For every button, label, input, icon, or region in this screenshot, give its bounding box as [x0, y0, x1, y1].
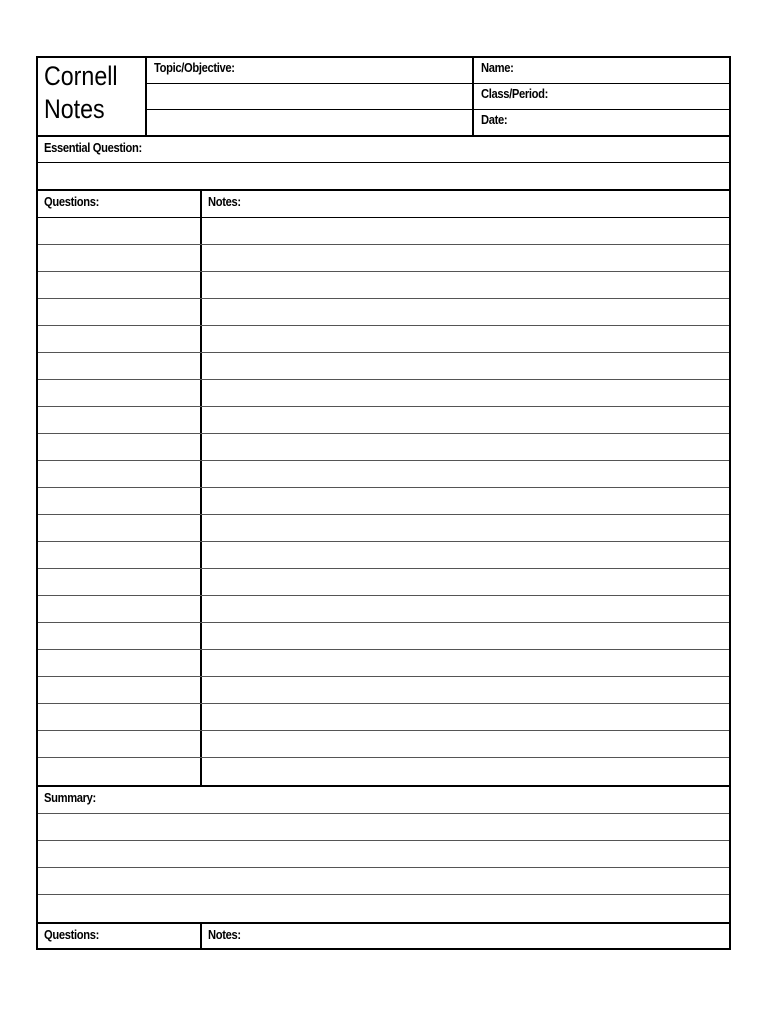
- question-cell[interactable]: [38, 758, 202, 785]
- essential-question-section: [36, 137, 731, 191]
- name-field[interactable]: [474, 58, 729, 84]
- question-cell[interactable]: [38, 650, 202, 676]
- title-cell: [38, 58, 147, 135]
- note-cell[interactable]: [202, 245, 729, 271]
- notes-label: Notes:: [208, 194, 241, 209]
- notes-row: [38, 650, 729, 677]
- summary-label: Summary:: [44, 790, 96, 805]
- note-cell[interactable]: [202, 596, 729, 622]
- questions-label: Questions:: [44, 194, 99, 209]
- notes-label-2: Notes:: [208, 927, 241, 942]
- summary-row[interactable]: [38, 841, 729, 868]
- question-cell[interactable]: [38, 218, 202, 244]
- questions-column-header-2: [38, 924, 202, 948]
- question-cell[interactable]: [38, 380, 202, 406]
- question-cell[interactable]: [38, 488, 202, 514]
- questions-column-header: [38, 191, 202, 217]
- header-section: [36, 56, 731, 137]
- question-cell[interactable]: [38, 434, 202, 460]
- title-line-2: Notes: [44, 94, 105, 124]
- topic-cell[interactable]: [147, 58, 474, 135]
- date-field[interactable]: [474, 110, 729, 135]
- note-cell[interactable]: [202, 299, 729, 325]
- question-cell[interactable]: [38, 623, 202, 649]
- notes-row: [38, 380, 729, 407]
- question-cell[interactable]: [38, 326, 202, 352]
- note-cell[interactable]: [202, 407, 729, 433]
- summary-row[interactable]: [38, 895, 729, 922]
- notes-row: [38, 218, 729, 245]
- cornell-notes-sheet: [36, 56, 731, 950]
- note-cell[interactable]: [202, 704, 729, 730]
- summary-row[interactable]: [38, 868, 729, 895]
- notes-row: [38, 677, 729, 704]
- question-cell[interactable]: [38, 272, 202, 298]
- notes-row: [38, 623, 729, 650]
- notes-row: [38, 299, 729, 326]
- note-cell[interactable]: [202, 326, 729, 352]
- note-cell[interactable]: [202, 488, 729, 514]
- notes-row: [38, 596, 729, 623]
- title-line-1: Cornell: [44, 61, 118, 91]
- notes-grid: [36, 191, 731, 787]
- question-cell[interactable]: [38, 299, 202, 325]
- note-cell[interactable]: [202, 677, 729, 703]
- note-cell[interactable]: [202, 515, 729, 541]
- question-cell[interactable]: [38, 461, 202, 487]
- note-cell[interactable]: [202, 434, 729, 460]
- question-cell[interactable]: [38, 407, 202, 433]
- summary-section: [36, 787, 731, 924]
- notes-column-header-2: [202, 924, 729, 948]
- notes-row: [38, 245, 729, 272]
- topic-row[interactable]: [147, 58, 472, 84]
- continuation-row: [36, 924, 731, 950]
- date-label: Date:: [481, 112, 508, 127]
- question-cell[interactable]: [38, 731, 202, 757]
- class-period-field[interactable]: [474, 84, 729, 110]
- summary-header-row[interactable]: [38, 787, 729, 814]
- essential-question-label: Essential Question:: [44, 140, 142, 155]
- topic-row-blank[interactable]: [147, 84, 472, 110]
- note-cell[interactable]: [202, 542, 729, 568]
- topic-label: Topic/Objective:: [154, 60, 235, 75]
- notes-row: [38, 272, 729, 299]
- question-cell[interactable]: [38, 353, 202, 379]
- notes-row: [38, 704, 729, 731]
- note-cell[interactable]: [202, 353, 729, 379]
- essential-question-blank-row[interactable]: [38, 163, 729, 189]
- notes-row: [38, 461, 729, 488]
- notes-header-row: [38, 191, 729, 218]
- notes-row: [38, 326, 729, 353]
- question-cell[interactable]: [38, 704, 202, 730]
- questions-label-2: Questions:: [44, 927, 99, 942]
- note-cell[interactable]: [202, 272, 729, 298]
- notes-row: [38, 569, 729, 596]
- notes-row: [38, 731, 729, 758]
- notes-row: [38, 488, 729, 515]
- question-cell[interactable]: [38, 245, 202, 271]
- question-cell[interactable]: [38, 515, 202, 541]
- note-cell[interactable]: [202, 380, 729, 406]
- student-info-cell: [474, 58, 729, 135]
- class-period-label: Class/Period:: [481, 86, 548, 101]
- summary-row[interactable]: [38, 814, 729, 841]
- notes-column-header: [202, 191, 729, 217]
- question-cell[interactable]: [38, 569, 202, 595]
- note-cell[interactable]: [202, 650, 729, 676]
- question-cell[interactable]: [38, 677, 202, 703]
- notes-row: [38, 758, 729, 785]
- notes-row: [38, 407, 729, 434]
- notes-row: [38, 542, 729, 569]
- topic-row-blank[interactable]: [147, 110, 472, 135]
- note-cell[interactable]: [202, 569, 729, 595]
- note-cell[interactable]: [202, 731, 729, 757]
- notes-row: [38, 353, 729, 380]
- note-cell[interactable]: [202, 461, 729, 487]
- name-label: Name:: [481, 60, 514, 75]
- question-cell[interactable]: [38, 596, 202, 622]
- notes-row: [38, 434, 729, 461]
- note-cell[interactable]: [202, 623, 729, 649]
- essential-question-row[interactable]: [38, 137, 729, 163]
- note-cell[interactable]: [202, 758, 729, 785]
- notes-row: [38, 515, 729, 542]
- question-cell[interactable]: [38, 542, 202, 568]
- note-cell[interactable]: [202, 218, 729, 244]
